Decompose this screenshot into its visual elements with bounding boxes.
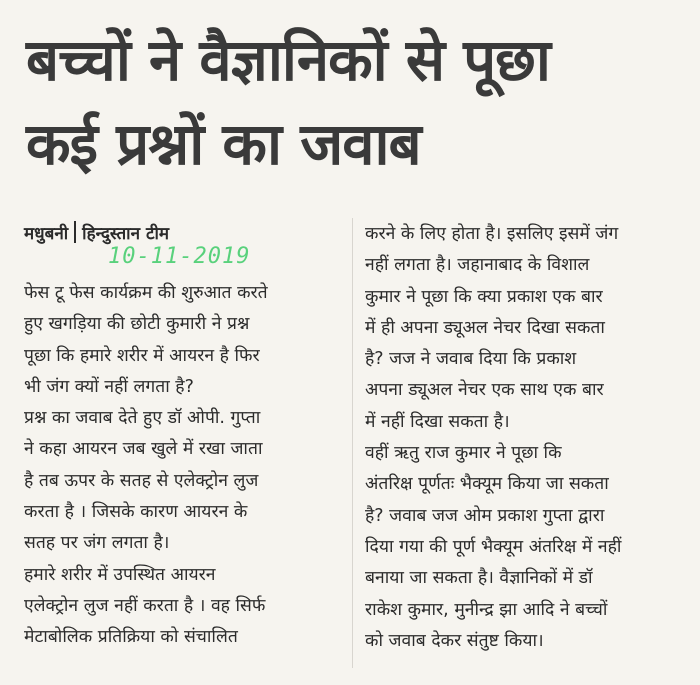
text-line: में नहीं दिखा सकता है।	[365, 411, 510, 432]
text-line: है? जज ने जवाब दिया कि प्रकाश	[365, 349, 577, 370]
text-line: करने के लिए होता है। इसलिए इसमें जंग	[365, 224, 619, 244]
headline-line-1: बच्चों ने वैज्ञानिकों से पूछा	[26, 26, 550, 94]
text-line: हुए खगड़िया की छोटी कुमारी ने प्रश्न	[24, 314, 250, 335]
text-line: ने कहा आयरन जब खुले में रखा जाता	[24, 439, 263, 460]
text-line: भी जंग क्यों नहीं लगता है?	[24, 376, 194, 397]
text-line: अपना ड्यूअल नेचर एक साथ एक बार	[365, 380, 604, 401]
handwritten-date: 10-11-2019	[108, 244, 251, 269]
text-line: बनाया जा सकता है। वैज्ञानिकों में डॉ	[365, 568, 593, 589]
text-line: है? जवाब जज ओम प्रकाश गुप्ता द्वारा	[365, 505, 605, 526]
headline	[26, 18, 686, 186]
text-line: अंतरिक्ष पूर्णतः भैक्यूम किया जा सकता	[365, 474, 609, 495]
text-line: है तब ऊपर के सतह से एलेक्ट्रोन लुज	[24, 470, 259, 491]
text-line: मेटाबोलिक प्रतिक्रिया को संचालित	[24, 627, 238, 648]
byline	[24, 221, 169, 244]
text-line: कुमार ने पूछा कि क्या प्रकाश एक बार	[365, 286, 603, 307]
byline-place: मधुबनी	[24, 224, 69, 244]
text-line: राकेश कुमार, मुनीन्द्र झा आदि ने बच्चों	[365, 599, 608, 620]
text-line: को जवाब देकर संतुष्ट किया।	[365, 630, 544, 651]
text-line: करता है । जिसके कारण आयरन के	[24, 502, 248, 523]
text-line: सतह पर जंग लगता है।	[24, 533, 170, 554]
text-line: में ही अपना ड्यूअल नेचर दिखा सकता	[365, 317, 605, 338]
article-column-right	[365, 219, 680, 657]
byline-agency: हिन्दुस्तान टीम	[82, 224, 170, 244]
text-line: दिया गया की पूर्ण भैक्यूम अंतरिक्ष में नहीं	[365, 536, 622, 557]
headline-line-2: कई प्रश्नों का जवाब	[26, 110, 421, 178]
text-line: एलेक्ट्रोन लुज नहीं करता है । वह सिर्फ	[24, 595, 266, 616]
text-line: फेस टू फेस कार्यक्रम की शुरुआत करते	[24, 283, 268, 303]
text-line: पूछा कि हमारे शरीर में आयरन है फिर	[24, 345, 260, 366]
byline-separator	[74, 221, 76, 243]
text-line: हमारे शरीर में उपस्थित आयरन	[24, 564, 216, 585]
column-divider	[352, 218, 353, 668]
text-line: नहीं लगता है। जहानाबाद के विशाल	[365, 255, 590, 276]
article-column-left	[24, 278, 349, 654]
text-line: प्रश्न का जवाब देते हुए डॉ ओपी. गुप्ता	[24, 408, 261, 429]
text-line: वहीं ऋतु राज कुमार ने पूछा कि	[365, 443, 562, 464]
